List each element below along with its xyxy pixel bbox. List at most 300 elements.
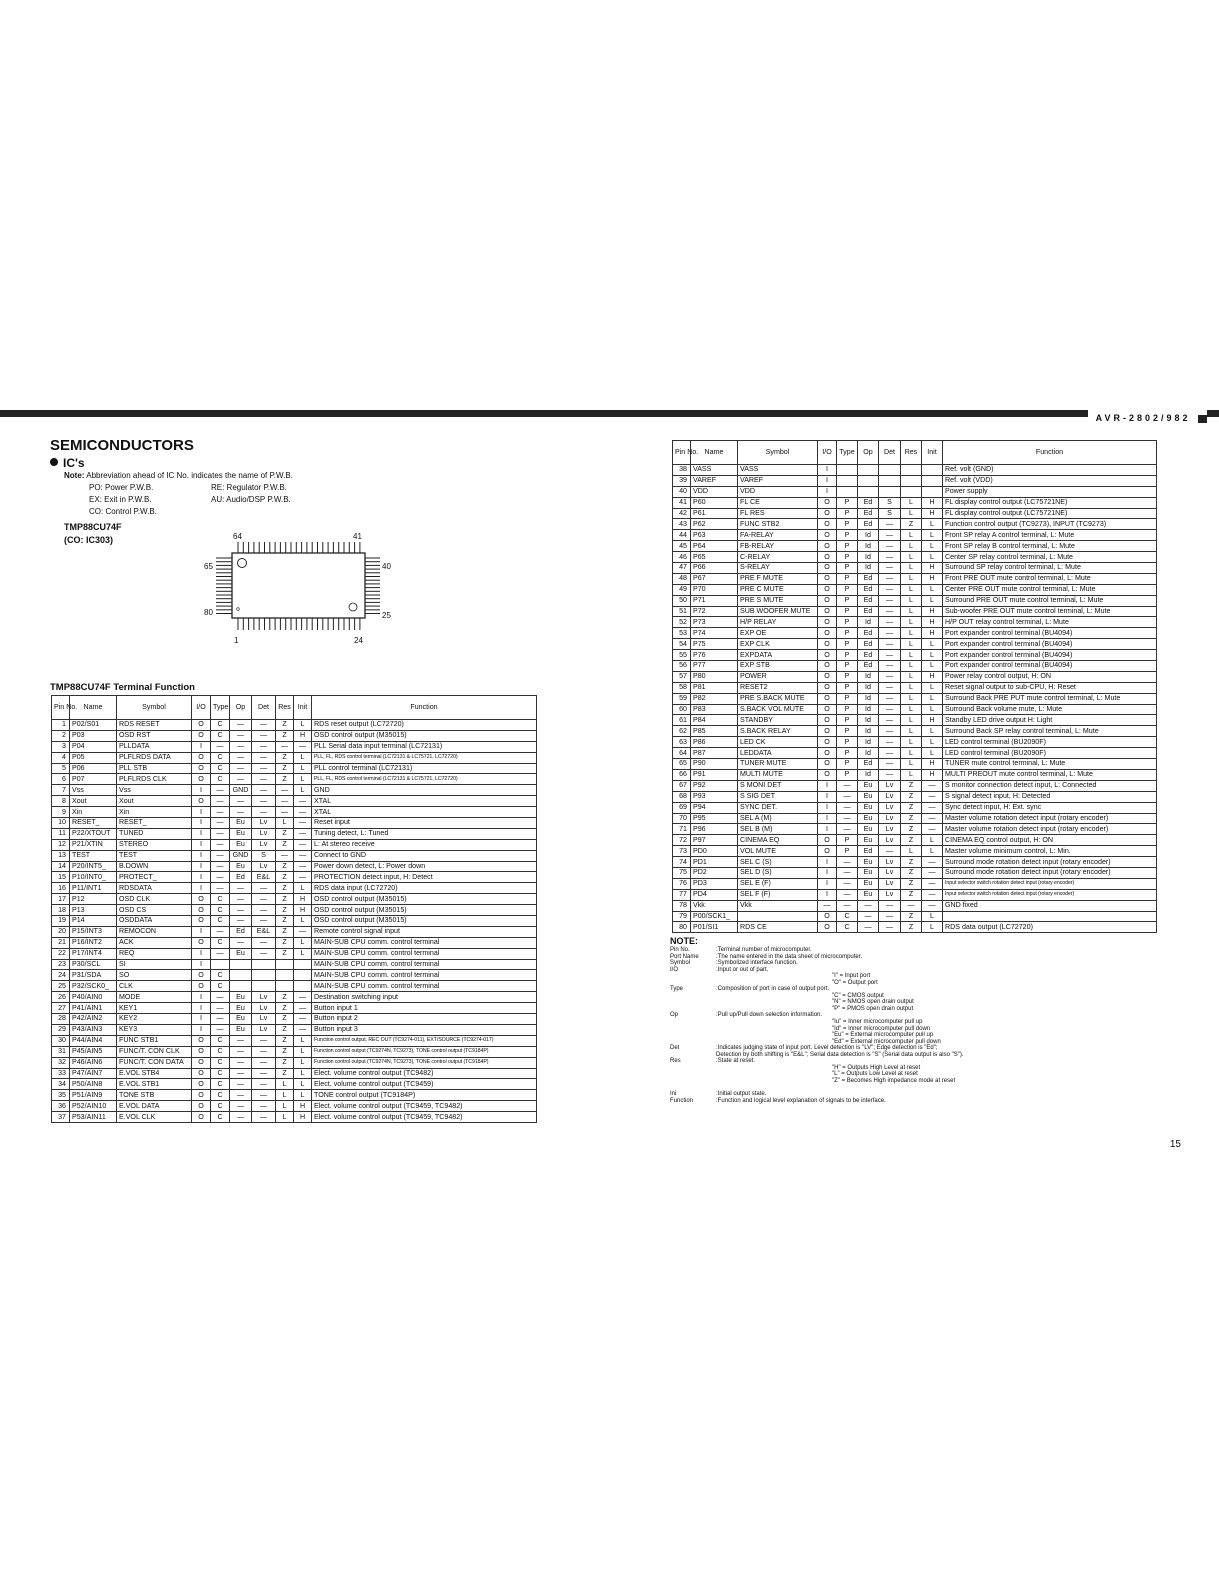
cell-init: — (922, 791, 943, 802)
cell-function: Center PRE OUT mute control terminal, L: Mute (943, 584, 1157, 595)
cell-function: RDS data input (LC72720) (312, 883, 537, 894)
cell-res: Z (901, 519, 922, 530)
cell-init: L (922, 922, 943, 933)
table-row (52, 1068, 537, 1079)
cell-init: — (922, 802, 943, 813)
cell-type: — (211, 948, 230, 959)
cell-symbol: VAREF (738, 475, 818, 486)
col-op: Op (230, 696, 252, 720)
cell-pin: 63 (673, 737, 691, 748)
cell-type: — (211, 807, 230, 818)
cell-op: Eu (230, 828, 252, 839)
cell-pin: 33 (52, 1068, 70, 1079)
cell-symbol: SEL F (F) (738, 889, 818, 900)
cell-type: — (211, 872, 230, 883)
cell-pin: 38 (673, 465, 691, 476)
cell-op: Id (858, 726, 879, 737)
cell-init: L (294, 937, 312, 948)
cell-name: P11/INT1 (70, 883, 117, 894)
cell-name: P74 (691, 628, 738, 639)
note-value: :Composition of port in case of output port. (716, 986, 830, 993)
col-init: Init (294, 696, 312, 720)
cell-det: — (252, 807, 276, 818)
cell-symbol: KEY1 (117, 1003, 192, 1014)
table-row (673, 530, 1157, 541)
cell-name: P81 (691, 682, 738, 693)
cell-type: — (211, 785, 230, 796)
cell-symbol: RESET_ (117, 818, 192, 829)
table-row (673, 737, 1157, 748)
cell-io: O (818, 671, 837, 682)
table-row (673, 508, 1157, 519)
cell-type: P (837, 661, 858, 672)
cell-symbol: E.VOL STB4 (117, 1068, 192, 1079)
cell-op: — (230, 905, 252, 916)
cell-symbol: CLK (117, 981, 192, 992)
table-row (52, 730, 537, 741)
cell-function: LED control terminal (BU2090F) (943, 737, 1157, 748)
cell-symbol: E.VOL CLK (117, 1112, 192, 1123)
cell-res: — (276, 741, 294, 752)
cell-res: — (276, 850, 294, 861)
cell-init: — (294, 796, 312, 807)
cell-type: — (211, 796, 230, 807)
table-row (673, 802, 1157, 813)
cell-symbol: LED CK (738, 737, 818, 748)
cell-op: Eu (230, 1003, 252, 1014)
cell-function: Front SP relay A control terminal, L: Mute (943, 530, 1157, 541)
table-row (52, 720, 537, 731)
cell-det: — (252, 785, 276, 796)
cell-io: O (818, 726, 837, 737)
cell-det: Lv (252, 992, 276, 1003)
cell-det (879, 486, 901, 497)
pin-label-41: 41 (353, 532, 362, 541)
cell-res: Z (276, 937, 294, 948)
cell-init: — (922, 878, 943, 889)
cell-name: P05 (70, 752, 117, 763)
cell-init: L (922, 541, 943, 552)
cell-function: MAIN-SUB CPU comm. control terminal (312, 970, 537, 981)
cell-symbol: KEY3 (117, 1024, 192, 1035)
cell-pin: 80 (673, 922, 691, 933)
cell-pin: 77 (673, 889, 691, 900)
cell-io: O (818, 530, 837, 541)
cell-function: Elect. volume control output (TC9459) (312, 1079, 537, 1090)
cell-name: PD4 (691, 889, 738, 900)
table-row (673, 486, 1157, 497)
cell-symbol: VOL MUTE (738, 846, 818, 857)
cell-type: — (211, 1024, 230, 1035)
cell-det: — (879, 715, 901, 726)
cell-res: — (276, 807, 294, 818)
cell-det: — (252, 1079, 276, 1090)
cell-name: P80 (691, 671, 738, 682)
cell-symbol: SEL B (M) (738, 824, 818, 835)
cell-symbol: OSD CLK (117, 894, 192, 905)
cell-det: — (252, 730, 276, 741)
cell-init: — (294, 850, 312, 861)
cell-det: Lv (252, 1014, 276, 1025)
cell-function: MAIN-SUB CPU comm. control terminal (312, 959, 537, 970)
table-row (673, 563, 1157, 574)
cell-res: Z (901, 802, 922, 813)
cell-det (879, 465, 901, 476)
cell-res: L (901, 726, 922, 737)
cell-pin: 61 (673, 715, 691, 726)
cell-type: — (837, 889, 858, 900)
table-row (673, 813, 1157, 824)
table-row (52, 752, 537, 763)
note-value: "O" = Output port (832, 979, 878, 986)
cell-function: PROTECTION detect input, H: Detect (312, 872, 537, 883)
cell-function: Input selector switch rotation detect input (rotary encoder) (943, 889, 1157, 900)
cell-res: L (901, 606, 922, 617)
cell-op: Id (858, 563, 879, 574)
cell-init: — (294, 839, 312, 850)
terminal-table-right (672, 440, 1157, 933)
table-row (52, 1112, 537, 1123)
cell-det: — (879, 922, 901, 933)
cell-type: P (837, 563, 858, 574)
cell-name: P17/INT4 (70, 948, 117, 959)
cell-det: — (879, 726, 901, 737)
cell-res: Z (276, 861, 294, 872)
cell-symbol: EXPDATA (738, 650, 818, 661)
table-row (673, 835, 1157, 846)
col-name: Name (691, 441, 738, 465)
cell-name: P87 (691, 748, 738, 759)
col-res: Res (901, 441, 922, 465)
cell-name: P73 (691, 617, 738, 628)
note-key: Res (670, 1058, 681, 1065)
cell-type: P (837, 541, 858, 552)
cell-init: L (922, 726, 943, 737)
cell-name: P97 (691, 835, 738, 846)
cell-det: — (879, 541, 901, 552)
cell-io: O (818, 748, 837, 759)
cell-function: PLL control terminal (LC72131) (312, 763, 537, 774)
table-row (52, 905, 537, 916)
cell-det: — (252, 894, 276, 905)
cell-function: PLL, FL, RDS control terminal (LC72131 & LC75721, LC72720) (312, 752, 537, 763)
cell-name: Xin (70, 807, 117, 818)
table-row (52, 1035, 537, 1046)
cell-det: Lv (879, 824, 901, 835)
cell-op: Ed (858, 595, 879, 606)
cell-io: O (192, 1090, 211, 1101)
cell-op: Eu (230, 1014, 252, 1025)
cell-res: Z (276, 926, 294, 937)
cell-symbol: REQ (117, 948, 192, 959)
table-row (52, 1079, 537, 1090)
cell-res: Z (276, 1068, 294, 1079)
cell-name: P90 (691, 759, 738, 770)
note-value: :Terminal number of microcomputer. (716, 947, 812, 953)
cell-res: L (901, 682, 922, 693)
cell-init: H (294, 1112, 312, 1123)
cell-res: Z (901, 835, 922, 846)
cell-pin: 59 (673, 693, 691, 704)
table-row (673, 922, 1157, 933)
cell-init: L (294, 948, 312, 959)
cell-type: — (837, 802, 858, 813)
cell-op: Eu (858, 835, 879, 846)
cell-pin: 39 (673, 475, 691, 486)
cell-function: Reset input (312, 818, 537, 829)
cell-op: — (230, 720, 252, 731)
cell-io: I (818, 475, 837, 486)
cell-name: PD3 (691, 878, 738, 889)
cell-pin: 45 (673, 541, 691, 552)
cell-init: L (294, 883, 312, 894)
table-row (673, 704, 1157, 715)
cell-io: O (192, 1057, 211, 1068)
cell-name: VDD (691, 486, 738, 497)
cell-det: — (252, 883, 276, 894)
cell-symbol: S MONI DET (738, 780, 818, 791)
cell-op: — (858, 911, 879, 922)
cell-res: L (276, 1079, 294, 1090)
table-row (673, 824, 1157, 835)
cell-io: O (818, 563, 837, 574)
cell-type: C (211, 916, 230, 927)
cell-io: O (192, 937, 211, 948)
cell-res: Z (901, 922, 922, 933)
cell-det: — (879, 769, 901, 780)
cell-det: — (879, 693, 901, 704)
note-key: Ini (670, 1090, 677, 1097)
cell-pin: 30 (52, 1035, 70, 1046)
cell-name: TEST (70, 850, 117, 861)
cell-io: O (192, 1046, 211, 1057)
cell-symbol: KEY2 (117, 1014, 192, 1025)
cell-op: Eu (858, 824, 879, 835)
cell-res: L (901, 769, 922, 780)
cell-init: H (922, 606, 943, 617)
note-value: "I" = Input port (832, 973, 871, 980)
cell-type: P (837, 726, 858, 737)
cell-init: L (294, 785, 312, 796)
table-header (673, 441, 1157, 465)
table-row (52, 1101, 537, 1112)
cell-det: — (252, 720, 276, 731)
cell-symbol: Vss (117, 785, 192, 796)
cell-name: P47/AIN7 (70, 1068, 117, 1079)
cell-symbol: S-RELAY (738, 563, 818, 574)
cell-res: L (901, 748, 922, 759)
cell-det: — (879, 671, 901, 682)
cell-res: L (901, 573, 922, 584)
cell-init: L (922, 682, 943, 693)
table-row (673, 465, 1157, 476)
cell-type: — (837, 813, 858, 824)
cell-function: L: At stereo receive (312, 839, 537, 850)
cell-name: PD1 (691, 857, 738, 868)
cell-res: Z (276, 828, 294, 839)
table-row (673, 475, 1157, 486)
table-row (673, 780, 1157, 791)
cell-det: — (252, 937, 276, 948)
cell-op: — (230, 1101, 252, 1112)
cell-op: — (230, 883, 252, 894)
note-value: :The name entered in the data sheet of microcomputer. (716, 953, 863, 960)
cell-function: Port expander control terminal (BU4094) (943, 639, 1157, 650)
cell-res: Z (901, 824, 922, 835)
cell-type: P (837, 715, 858, 726)
cell-function: RDS reset output (LC72720) (312, 720, 537, 731)
cell-det: — (879, 530, 901, 541)
cell-io: O (192, 1035, 211, 1046)
cell-name: P01/SI1 (691, 922, 738, 933)
cell-pin: 21 (52, 937, 70, 948)
cell-symbol: CINEMA EQ (738, 835, 818, 846)
table-row (52, 785, 537, 796)
cell-op: Ed (858, 573, 879, 584)
cell-io: O (192, 763, 211, 774)
table-row (673, 769, 1157, 780)
note-value: :State at reset. (716, 1058, 756, 1065)
bullet-icon (50, 458, 58, 466)
cell-op: Eu (230, 992, 252, 1003)
cell-type (211, 959, 230, 970)
cell-init: — (294, 872, 312, 883)
table-row (673, 552, 1157, 563)
cell-name: VAREF (691, 475, 738, 486)
cell-det: — (879, 519, 901, 530)
cell-io: O (192, 1079, 211, 1090)
cell-pin: 32 (52, 1057, 70, 1068)
note-value: "L" = Outputs Low Level at reset (832, 1071, 918, 1078)
cell-symbol: EXP OE (738, 628, 818, 639)
cell-symbol: FL RES (738, 508, 818, 519)
table-row (52, 774, 537, 785)
table-row (52, 741, 537, 752)
cell-io: I (192, 883, 211, 894)
cell-io: I (818, 813, 837, 824)
cell-type: C (211, 763, 230, 774)
cell-symbol: S.BACK RELAY (738, 726, 818, 737)
cell-function: Master volume rotation detect input (rotary encoder) (943, 813, 1157, 824)
cell-io: O (818, 639, 837, 650)
cell-op (230, 959, 252, 970)
cell-symbol: SEL A (M) (738, 813, 818, 824)
note-value: Detection by both shifting is "E&L"; Serial data detection is "S" (Serial data output is also "S"). (716, 1051, 964, 1058)
cell-name: P51/AIN9 (70, 1090, 117, 1101)
table-row (673, 541, 1157, 552)
cell-res: — (276, 796, 294, 807)
cell-function: Sub-woofer PRE OUT mute control terminal, L: Mute (943, 606, 1157, 617)
cell-pin: 73 (673, 846, 691, 857)
table-header (52, 696, 537, 720)
cell-det: — (252, 1101, 276, 1112)
cell-init: L (922, 693, 943, 704)
cell-function: Surround mode rotation detect input (rotary encoder) (943, 857, 1157, 868)
cell-io: I (818, 824, 837, 835)
cell-io: I (192, 818, 211, 829)
cell-op: GND (230, 785, 252, 796)
cell-det: Lv (252, 828, 276, 839)
cell-name: P41/AIN1 (70, 1003, 117, 1014)
cell-res: Z (276, 905, 294, 916)
cell-pin: 71 (673, 824, 691, 835)
cell-res: L (901, 650, 922, 661)
cell-det: Lv (252, 1003, 276, 1014)
cell-name: P72 (691, 606, 738, 617)
cell-init: L (294, 1090, 312, 1101)
cell-det (879, 475, 901, 486)
cell-name: P03 (70, 730, 117, 741)
table-row (673, 671, 1157, 682)
note-value: "Z" = Becomes High impedance mode at reset (832, 1077, 956, 1084)
cell-type: — (837, 857, 858, 868)
pin-label-80: 80 (204, 608, 213, 617)
cell-det: — (879, 639, 901, 650)
cell-type (837, 465, 858, 476)
cell-init: L (294, 752, 312, 763)
cell-init (294, 981, 312, 992)
cell-op: Ed (858, 508, 879, 519)
cell-op: Eu (858, 780, 879, 791)
cell-name: P77 (691, 661, 738, 672)
cell-det: Lv (252, 818, 276, 829)
cell-pin: 12 (52, 839, 70, 850)
cell-symbol: C-RELAY (738, 552, 818, 563)
cell-symbol: PLL STB (117, 763, 192, 774)
cell-name: P86 (691, 737, 738, 748)
cell-name: P32/SCK0_ (70, 981, 117, 992)
cell-det: — (879, 846, 901, 857)
cell-det: Lv (879, 791, 901, 802)
cell-name: P61 (691, 508, 738, 519)
cell-pin: 52 (673, 617, 691, 628)
cell-symbol: ACK (117, 937, 192, 948)
cell-io: I (192, 839, 211, 850)
ic-package-diagram (200, 530, 400, 645)
cell-io: O (818, 541, 837, 552)
cell-init: — (294, 741, 312, 752)
cell-init: — (922, 889, 943, 900)
cell-res: Z (276, 1046, 294, 1057)
cell-type: — (837, 867, 858, 878)
cell-op: — (230, 1112, 252, 1123)
cell-det: — (879, 595, 901, 606)
note-value: "Iu" = Inner microcomputer pull up (832, 1019, 923, 1026)
cell-function: Surround Back volume mute, L: Mute (943, 704, 1157, 715)
cell-res: L (901, 497, 922, 508)
cell-function: Function control output, REC OUT (TC9274-011), EXT/SOURCE (TC9274-017) (312, 1035, 537, 1046)
cell-op: — (230, 741, 252, 752)
cell-function: Master volume rotation detect input (rotary encoder) (943, 824, 1157, 835)
cell-pin: 69 (673, 802, 691, 813)
cell-res: — (901, 900, 922, 911)
table-row (52, 1046, 537, 1057)
table-row (52, 883, 537, 894)
cell-symbol: OSD CS (117, 905, 192, 916)
table-row (673, 693, 1157, 704)
cell-io: O (818, 606, 837, 617)
cell-function: TONE control output (TC9184P) (312, 1090, 537, 1101)
cell-pin: 43 (673, 519, 691, 530)
cell-pin: 79 (673, 911, 691, 922)
col-det: Det (252, 696, 276, 720)
cell-pin: 26 (52, 992, 70, 1003)
cell-init: L (294, 1079, 312, 1090)
cell-symbol: FUNC STB1 (117, 1035, 192, 1046)
cell-pin: 15 (52, 872, 70, 883)
cell-res: L (276, 1101, 294, 1112)
table-row (52, 839, 537, 850)
